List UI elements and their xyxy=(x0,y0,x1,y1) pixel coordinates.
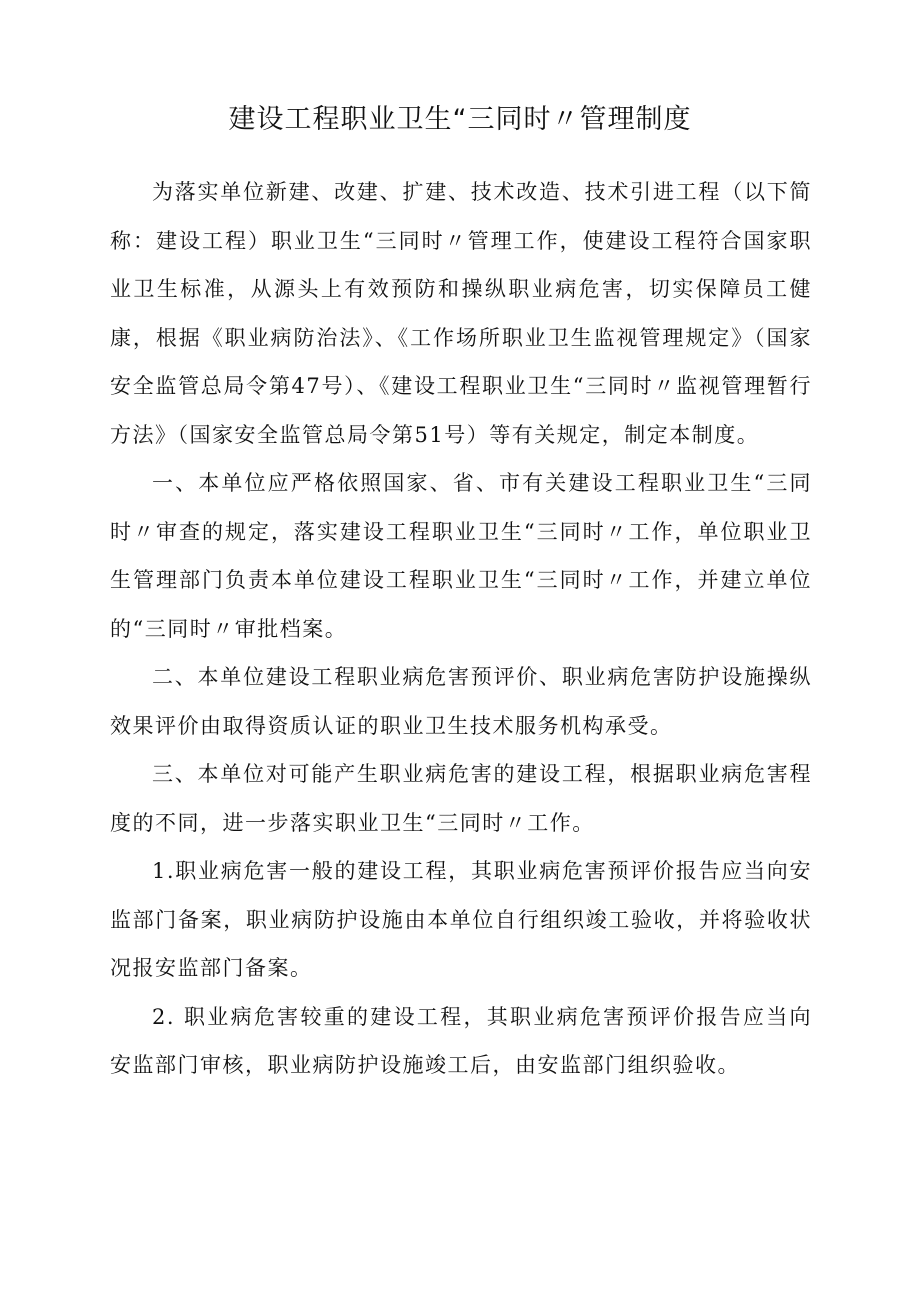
paragraph-section-1: 一、本单位应严格依照国家、省、市有关建设工程职业卫生“三同时〃审查的规定，落实建设工程职业卫生“三同时〃工作，单位职业卫生管理部门负责本单位建设工程职业卫生“三同时〃工作，并建立单位的“三同时〃审批档案。 xyxy=(110,471,812,641)
paragraph-item-1: 1.职业病危害一般的建设工程，其职业病危害预评价报告应当向安监部门备案，职业病防护设施由本单位自行组织竣工验收，并将验收状况报安监部门备案。 xyxy=(110,859,812,980)
paragraph-item-2: 2. 职业病危害较重的建设工程，其职业病危害预评价报告应当向安监部门审核，职业病防护设施竣工后，由安监部门组织验收。 xyxy=(110,1004,812,1077)
document-body xyxy=(110,168,812,1090)
document-title: 建设工程职业卫生“三同时〃管理制度 xyxy=(228,104,692,135)
paragraph-intro: 为落实单位新建、改建、扩建、技术改造、技术引进工程（以下简称：建设工程）职业卫生“三同时〃管理工作，使建设工程符合国家职业卫生标准，从源头上有效预防和操纵职业病危害，切实保障员工健康，根据《职业病防治法》、《工作场所职业卫生监视管理规定》（国家安全监管总局令第47号）、《建设工程职业卫生“三同时〃监视管理暂行方法》（国家安全监管总局令第51号）等有关规定，制定本制度。 xyxy=(110,180,812,447)
paragraph-section-3: 三、本单位对可能产生职业病危害的建设工程，根据职业病危害程度的不同，进一步落实职业卫生“三同时〃工作。 xyxy=(110,762,812,835)
paragraph-section-2: 二、本单位建设工程职业病危害预评价、职业病危害防护设施操纵效果评价由取得资质认证的职业卫生技术服务机构承受。 xyxy=(110,665,812,738)
